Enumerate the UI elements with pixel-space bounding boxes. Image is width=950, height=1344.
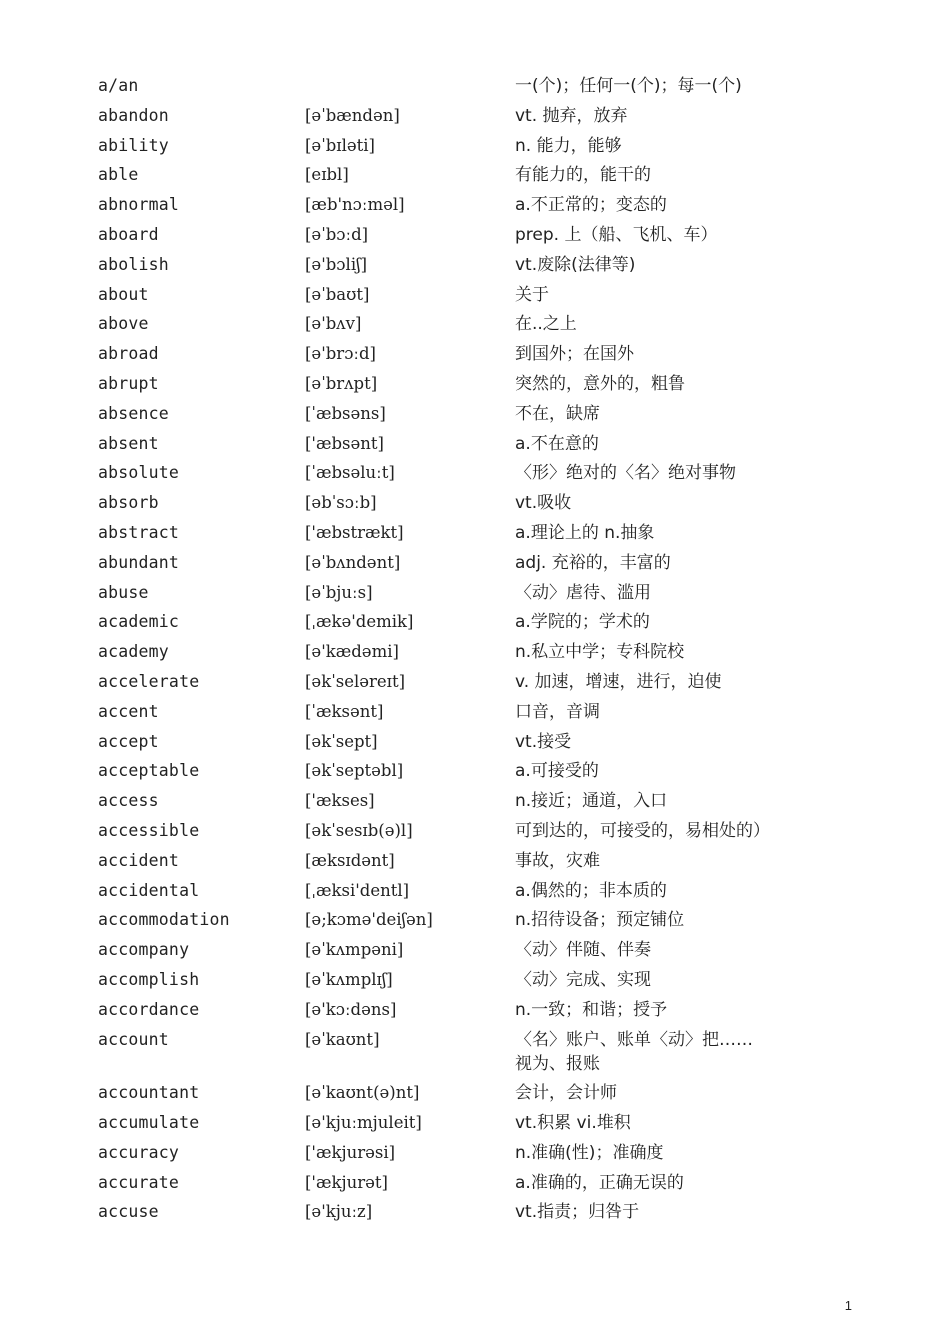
vocab-entry — [98, 221, 778, 251]
vocab-entry — [98, 459, 778, 489]
entry-phonetic: [æb'nɔːməl] — [305, 195, 405, 215]
entry-word: accompany — [98, 940, 190, 960]
entry-meaning: n.私立中学；专科院校 — [515, 642, 685, 663]
entry-phonetic: [ˈæbsəns] — [305, 403, 386, 423]
entry-meaning: prep. 上（船、飞机、车） — [515, 224, 718, 245]
entry-meaning: n.一致；和谐；授予 — [515, 999, 668, 1020]
entry-meaning: 在..之上 — [515, 314, 577, 335]
entry-phonetic: [əˈbrʌpt] — [305, 373, 378, 393]
vocab-entry — [98, 519, 778, 549]
entry-meaning: 口音，音调 — [515, 701, 600, 722]
vocab-entry — [98, 161, 778, 191]
vocab-entry — [98, 340, 778, 370]
entry-meaning: 一(个)；任何一(个)；每一(个) — [515, 76, 742, 96]
vocab-entry — [98, 877, 778, 907]
entry-word: about — [98, 284, 149, 304]
vocab-entry — [98, 281, 778, 311]
entry-phonetic: ['æbstrækt] — [305, 522, 404, 542]
entry-phonetic: [ə'kɔːdəns] — [305, 999, 397, 1019]
entry-word: accountant — [98, 1083, 200, 1103]
entry-phonetic: [əkˈseptəbl] — [305, 761, 404, 781]
entry-meaning: a.偶然的；非本质的 — [515, 880, 667, 901]
entry-phonetic: [əˈbɪləti] — [305, 135, 375, 155]
entry-phonetic: [ə'kædəmi] — [305, 642, 399, 662]
vocabulary-list — [98, 72, 778, 1228]
entry-meaning: 〈动〉完成、实现 — [515, 969, 651, 990]
entry-meaning: 〈动〉伴随、伴奏 — [515, 940, 651, 961]
entry-meaning: 突然的，意外的，粗鲁 — [515, 373, 685, 394]
entry-meaning: vt.废除(法律等) — [515, 254, 636, 275]
entry-meaning: 到国外；在国外 — [515, 344, 634, 365]
entry-phonetic: [əkˈseləreɪt] — [305, 671, 406, 691]
entry-word: abolish — [98, 254, 169, 274]
entry-meaning: adj. 充裕的，丰富的 — [515, 552, 671, 573]
entry-word: abandon — [98, 105, 169, 125]
entry-meaning: 可到达的，可接受的，易相处的） — [515, 820, 770, 841]
vocab-entry — [98, 847, 778, 877]
entry-phonetic: [ə'bʌv] — [305, 314, 362, 334]
entry-phonetic: ['ækjurəsi] — [305, 1142, 396, 1162]
vocab-entry — [98, 191, 778, 221]
entry-meaning: vt.接受 — [515, 731, 572, 752]
entry-word: accuracy — [98, 1142, 180, 1162]
entry-word: able — [98, 165, 139, 185]
vocab-entry — [98, 1109, 778, 1139]
entry-meaning: n.准确(性)；准确度 — [515, 1142, 664, 1163]
page-number: 1 — [844, 1298, 852, 1313]
entry-phonetic: [ə;kɔmə'deiʃən] — [305, 910, 433, 930]
entry-word: abundant — [98, 552, 180, 572]
entry-phonetic: [ˈæksənt] — [305, 701, 384, 721]
entry-phonetic: [əˈkʌmplɪʃ] — [305, 969, 393, 989]
entry-meaning: 〈形〉绝对的〈名〉绝对事物 — [515, 463, 736, 484]
entry-word: accelerate — [98, 671, 200, 691]
entry-phonetic: [əˈbɔːd] — [305, 224, 369, 244]
entry-meaning: a.不在意的 — [515, 433, 599, 454]
vocab-entry — [98, 638, 778, 668]
entry-meaning: vt.指责；归咎于 — [515, 1202, 640, 1223]
entry-phonetic: ['æbsənt] — [305, 433, 384, 453]
entry-phonetic: ['ækjurət] — [305, 1172, 388, 1192]
vocab-entry — [98, 102, 778, 132]
entry-word: accept — [98, 731, 159, 751]
entry-word: abstract — [98, 522, 180, 542]
entry-meaning: a.准确的，正确无误的 — [515, 1172, 684, 1193]
vocab-entry — [98, 966, 778, 996]
entry-meaning: vt. 抛弃，放弃 — [515, 105, 628, 126]
entry-phonetic: [ə'bɔliʃ] — [305, 254, 368, 274]
vocab-entry — [98, 728, 778, 758]
entry-word: accordance — [98, 999, 200, 1019]
entry-phonetic: [əkˈsesɪb(ə)l] — [305, 820, 413, 840]
entry-meaning: a.可接受的 — [515, 761, 599, 782]
entry-word: aboard — [98, 224, 159, 244]
entry-phonetic: [ˈæbsəluːt] — [305, 463, 395, 483]
entry-phonetic: ['ækses] — [305, 791, 375, 811]
vocab-entry — [98, 698, 778, 728]
entry-meaning: 有能力的，能干的 — [515, 165, 651, 186]
entry-phonetic: [əbˈsɔːb] — [305, 493, 377, 513]
entry-phonetic: [ə'brɔːd] — [305, 344, 376, 364]
vocab-entry — [98, 1169, 778, 1199]
entry-meaning: 关于 — [515, 284, 549, 305]
entry-meaning: v. 加速，增速，进行，迫使 — [515, 671, 722, 692]
entry-phonetic: [ˌæksi'dentl] — [305, 880, 410, 900]
vocab-entry — [98, 817, 778, 847]
vocab-entry — [98, 1198, 778, 1228]
vocab-entry — [98, 787, 778, 817]
vocab-entry — [98, 757, 778, 787]
entry-phonetic: [əˈbʌndənt] — [305, 552, 401, 572]
entry-phonetic: [ə'kjuːmjuleit] — [305, 1113, 422, 1133]
entry-word: academy — [98, 642, 169, 662]
entry-phonetic: [æksɪdənt] — [305, 850, 395, 870]
entry-word: absolute — [98, 463, 180, 483]
entry-word: accurate — [98, 1172, 180, 1192]
vocab-entry — [98, 132, 778, 162]
entry-word: accuse — [98, 1202, 159, 1222]
vocab-entry — [98, 906, 778, 936]
vocab-entry — [98, 549, 778, 579]
entry-word: abuse — [98, 582, 149, 602]
entry-word: accessible — [98, 820, 200, 840]
entry-phonetic: [əkˈsept] — [305, 731, 378, 751]
entry-phonetic: [əˈbændən] — [305, 105, 400, 125]
entry-word: a/an — [98, 76, 139, 95]
entry-meaning: n.接近；通道，入口 — [515, 791, 668, 812]
entry-word: accomplish — [98, 969, 200, 989]
entry-meaning: vt.吸收 — [515, 493, 572, 514]
vocab-entry — [98, 310, 778, 340]
entry-phonetic: [əˈkaʊnt(ə)nt] — [305, 1083, 420, 1103]
entry-meaning: a.学院的；学术的 — [515, 612, 650, 633]
entry-meaning: 〈名〉账户、账单〈动〉把……视为、报账 — [515, 1029, 753, 1074]
entry-word: absent — [98, 433, 159, 453]
entry-meaning: n.招待设备；预定铺位 — [515, 910, 685, 931]
vocab-entry — [98, 579, 778, 609]
entry-phonetic: [əˈbaʊt] — [305, 284, 370, 304]
entry-word: accumulate — [98, 1113, 200, 1133]
entry-word: account — [98, 1029, 169, 1049]
vocab-entry — [98, 251, 778, 281]
entry-word: acceptable — [98, 761, 200, 781]
entry-meaning: vt.积累 vi.堆积 — [515, 1113, 631, 1134]
entry-word: access — [98, 791, 159, 811]
entry-word: absorb — [98, 493, 159, 513]
vocab-entry — [98, 400, 778, 430]
vocab-entry — [98, 608, 778, 638]
vocab-entry — [98, 1026, 778, 1080]
entry-phonetic: [ə'kjuːz] — [305, 1202, 373, 1222]
entry-word: accidental — [98, 880, 200, 900]
entry-meaning: n. 能力，能够 — [515, 135, 622, 156]
entry-meaning: 不在，缺席 — [515, 403, 600, 424]
entry-word: ability — [98, 135, 169, 155]
entry-meaning: a.不正常的；变态的 — [515, 195, 667, 216]
entry-word: abnormal — [98, 195, 180, 215]
entry-phonetic: [əˈbjuːs] — [305, 582, 373, 602]
vocab-entry — [98, 72, 778, 102]
vocab-entry — [98, 489, 778, 519]
entry-phonetic: [eɪbl] — [305, 165, 349, 185]
vocab-entry — [98, 668, 778, 698]
entry-word: abrupt — [98, 373, 159, 393]
entry-meaning: a.理论上的 n.抽象 — [515, 522, 655, 543]
entry-word: accent — [98, 701, 159, 721]
entry-word: abroad — [98, 344, 159, 364]
entry-meaning: 〈动〉虐待、滥用 — [515, 582, 651, 603]
entry-word: above — [98, 314, 149, 334]
vocab-entry — [98, 996, 778, 1026]
entry-phonetic: [əˈkʌmpəni] — [305, 940, 404, 960]
vocab-entry — [98, 370, 778, 400]
entry-meaning: 事故，灾难 — [515, 850, 600, 871]
entry-word: accommodation — [98, 910, 230, 930]
entry-word: accident — [98, 850, 180, 870]
entry-word: absence — [98, 403, 169, 423]
vocab-entry — [98, 1079, 778, 1109]
vocab-entry — [98, 936, 778, 966]
vocab-entry — [98, 430, 778, 460]
entry-phonetic: [ˌækə'demik] — [305, 612, 414, 632]
vocab-entry — [98, 1139, 778, 1169]
entry-meaning: 会计，会计师 — [515, 1083, 617, 1104]
entry-word: academic — [98, 612, 180, 632]
entry-phonetic: [əˈkaʊnt] — [305, 1029, 380, 1049]
